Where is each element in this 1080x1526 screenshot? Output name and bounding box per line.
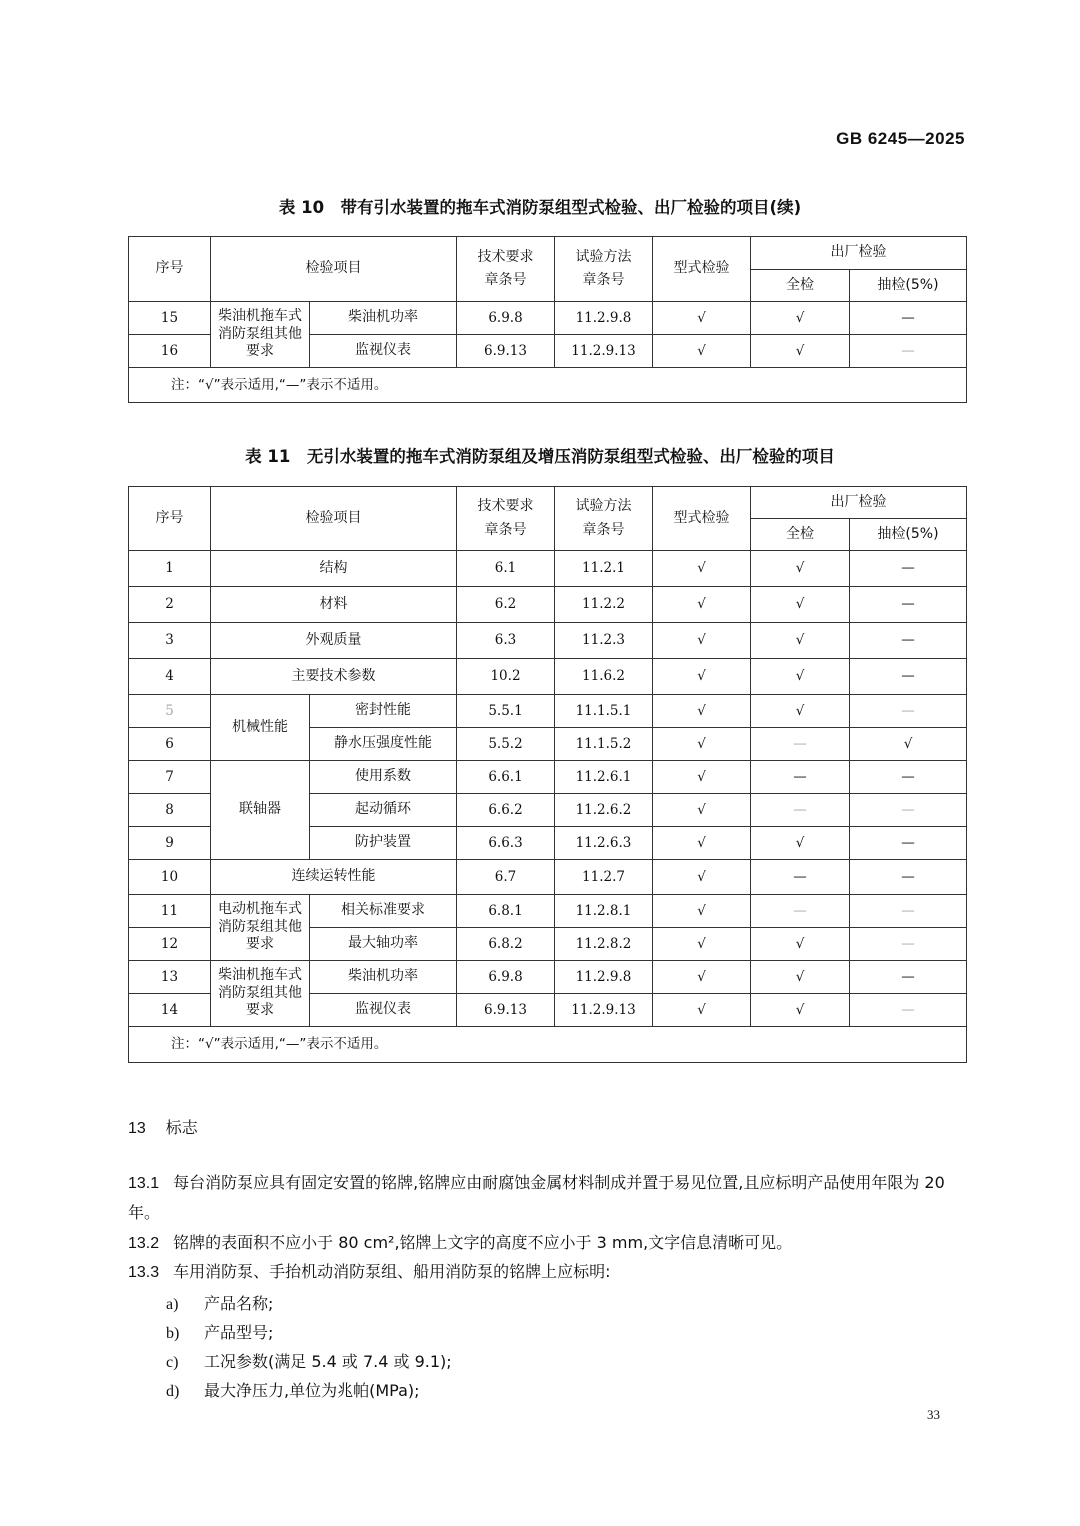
table-row: 4 主要技术参数 10.2 11.6.2 √ √ — bbox=[129, 659, 967, 695]
list-item: b) 产品型号; bbox=[166, 1323, 274, 1342]
table-row: 3 外观质量 6.3 11.2.3 √ √ — bbox=[129, 623, 967, 659]
table11 bbox=[128, 486, 967, 1063]
table-row: 6 静水压强度性能 5.5.2 11.1.5.2 √ — √ bbox=[129, 728, 967, 761]
section-heading: 13 标志 bbox=[128, 1118, 198, 1137]
col-type: 型式检验 bbox=[653, 487, 751, 551]
col-type: 型式检验 bbox=[653, 237, 751, 302]
table10 bbox=[128, 236, 967, 403]
col-seq: 序号 bbox=[129, 237, 211, 302]
table-row: 1 结构 6.1 11.2.1 √ √ — bbox=[129, 551, 967, 587]
col-factory: 出厂检验 bbox=[751, 487, 967, 519]
group-diesel: 柴油机拖车式消防泵组其他要求 bbox=[211, 961, 310, 1027]
table11-caption: 表 11 无引水装置的拖车式消防泵组及增压消防泵组型式检验、出厂检验的项目 bbox=[245, 447, 835, 466]
group-diesel: 柴油机拖车式消防泵组其他要求 bbox=[211, 302, 310, 368]
col-sample: 抽检(5%) bbox=[850, 270, 967, 302]
group-coupling: 联轴器 bbox=[211, 761, 310, 860]
col-req: 技术要求 章条号 bbox=[457, 487, 555, 551]
table11-note: 注：“√”表示适用,“—”表示不适用。 bbox=[129, 1027, 967, 1063]
table-row: 16 监视仪表 6.9.13 11.2.9.13 √ √ — bbox=[129, 335, 967, 368]
page-number: 33 bbox=[927, 1407, 940, 1422]
list-item: c) 工况参数(满足 5.4 或 7.4 或 9.1); bbox=[166, 1352, 452, 1371]
col-full: 全检 bbox=[751, 519, 850, 551]
col-full: 全检 bbox=[751, 270, 850, 302]
col-method: 试验方法 章条号 bbox=[555, 237, 653, 302]
group-mech: 机械性能 bbox=[211, 695, 310, 761]
table-row: 15 柴油机拖车式消防泵组其他要求 柴油机功率 6.9.8 11.2.9.8 √ √ — bbox=[129, 302, 967, 335]
table-row: 13 柴油机拖车式消防泵组其他要求 柴油机功率 6.9.8 11.2.9.8 √ √ — bbox=[129, 961, 967, 994]
table-row: 7 联轴器 使用系数 6.6.1 11.2.6.1 √ — — bbox=[129, 761, 967, 794]
col-method: 试验方法 章条号 bbox=[555, 487, 653, 551]
paragraph-13-2: 13.2 铭牌的表面积不应小于 80 cm²,铭牌上文字的高度不应小于 3 mm,文字信息清晰可见。 bbox=[128, 1233, 793, 1252]
col-factory: 出厂检验 bbox=[751, 237, 967, 270]
table-row: 14 监视仪表 6.9.13 11.2.9.13 √ √ — bbox=[129, 994, 967, 1027]
table-row: 10 连续运转性能 6.7 11.2.7 √ — — bbox=[129, 860, 967, 895]
list-item: a) 产品名称; bbox=[166, 1294, 274, 1313]
table-row: 9 防护装置 6.6.3 11.2.6.3 √ √ — bbox=[129, 827, 967, 860]
paragraph-13-1: 13.1 每台消防泵应具有固定安置的铭牌,铭牌应由耐腐蚀金属材料制成并置于易见位置,且应标明产品使用年限为 20 年。 bbox=[128, 1173, 945, 1222]
table-row: 8 起动循环 6.6.2 11.2.6.2 √ — — bbox=[129, 794, 967, 827]
paragraph-13-3: 13.3 车用消防泵、手抬机动消防泵组、船用消防泵的铭牌上应标明: bbox=[128, 1262, 611, 1281]
table10-caption: 表 10 带有引水装置的拖车式消防泵组型式检验、出厂检验的项目(续) bbox=[278, 198, 802, 217]
table-row: 5 机械性能 密封性能 5.5.1 11.1.5.1 √ √ — bbox=[129, 695, 967, 728]
standard-number: GB 6245—2025 bbox=[836, 129, 965, 148]
col-sample: 抽检(5%) bbox=[850, 519, 967, 551]
table-row: 12 最大轴功率 6.8.2 11.2.8.2 √ √ — bbox=[129, 928, 967, 961]
col-item: 检验项目 bbox=[211, 237, 457, 302]
table10-note: 注：“√”表示适用,“—”表示不适用。 bbox=[129, 368, 967, 403]
list-item: d) 最大净压力,单位为兆帕(MPa); bbox=[166, 1381, 420, 1400]
table-row: 11 电动机拖车式消防泵组其他要求 相关标准要求 6.8.1 11.2.8.1 √ — — bbox=[129, 895, 967, 928]
group-electric: 电动机拖车式消防泵组其他要求 bbox=[211, 895, 310, 961]
col-seq: 序号 bbox=[129, 487, 211, 551]
col-item: 检验项目 bbox=[211, 487, 457, 551]
col-req: 技术要求 章条号 bbox=[457, 237, 555, 302]
table-row: 2 材料 6.2 11.2.2 √ √ — bbox=[129, 587, 967, 623]
